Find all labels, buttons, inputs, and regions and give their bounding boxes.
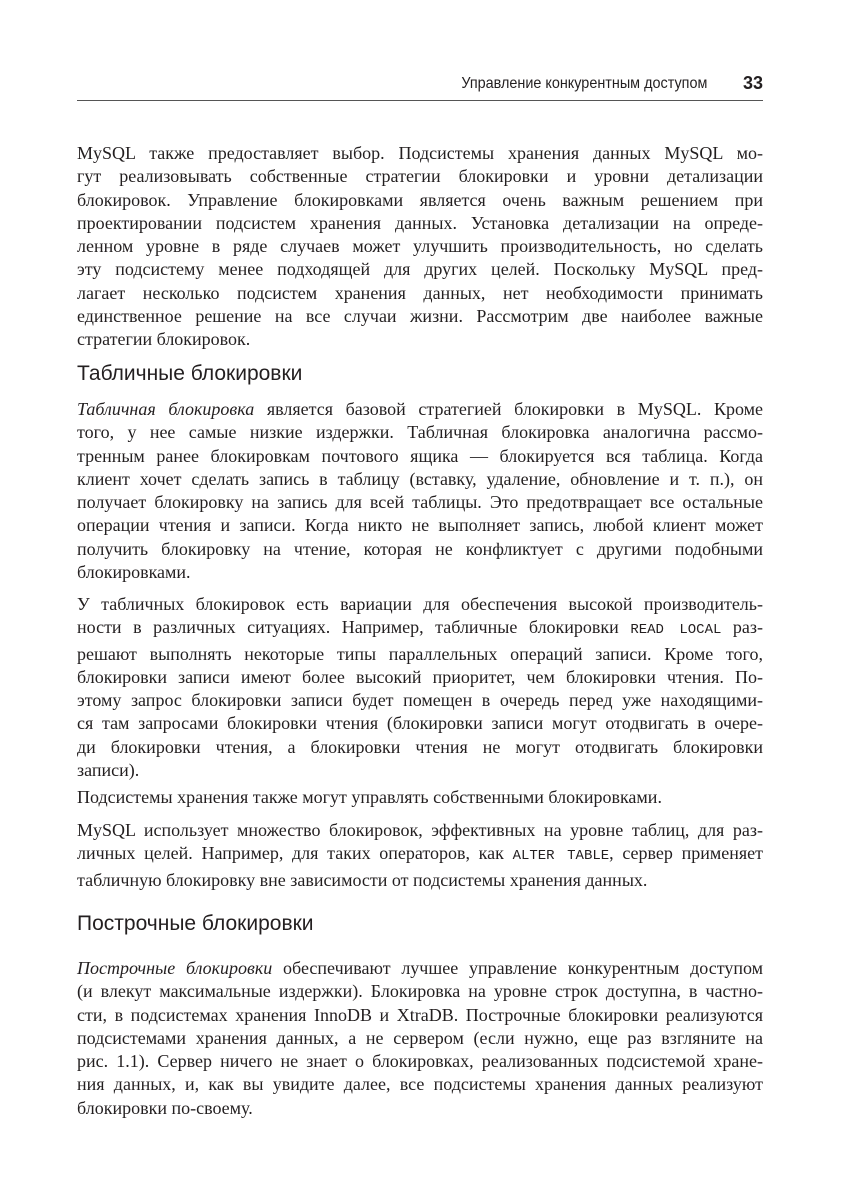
text-line: записи). xyxy=(77,760,140,781)
paragraph xyxy=(77,142,763,352)
text-line: (и влекут максимальные издержки). Блокировка на уровне строк доступна, в частно- xyxy=(77,981,763,1002)
text-segment: , сервер применяет xyxy=(609,843,764,864)
paragraph xyxy=(77,957,763,1120)
text-segment: ности в различных ситуациях. Например, табличные блокировки xyxy=(77,617,631,638)
text-segment: личных целей. Например, для таких операторов, как xyxy=(77,843,513,864)
text-line: подсистемами хранения данных, а не сервером (если нужно, еще раз взгляните на xyxy=(77,1027,763,1048)
text-line: блокировки записи имеют более высокий приоритет, чем блокировки чтения. По- xyxy=(77,666,763,687)
text-line: лагает несколько подсистем хранения данных, нет необходимости принимать xyxy=(77,282,763,303)
paragraph xyxy=(77,786,763,809)
text-line: ся там запросами блокировки чтения (блокировки записи могут отодвигать в очере- xyxy=(77,713,763,734)
text-line xyxy=(77,957,763,980)
text-line xyxy=(77,398,763,421)
text-line: операции чтения и записи. Когда никто не выполняет запись, любой клиент может xyxy=(77,515,763,536)
text-line: MySQL использует множество блокировок, эффективных на уровне таблиц, для раз- xyxy=(77,820,763,840)
paragraph xyxy=(77,819,763,892)
running-header xyxy=(77,72,763,101)
text-segment: обеспечивают лучшее управление конкурентным доступом xyxy=(272,958,764,978)
text-line: того, у нее самые низкие издержки. Табличная блокировка аналогична рассмо- xyxy=(77,422,763,443)
text-segment: является базовой стратегией блокировки в MySQL. Кроме xyxy=(254,399,763,419)
paragraph xyxy=(77,593,763,782)
page-number: 33 xyxy=(742,73,763,93)
section-heading-row-locks: Построчные блокировки xyxy=(77,912,314,935)
text-line: тренным ранее блокировкам почтового ящика — блокируется вся таблица. Когда xyxy=(77,445,763,466)
italic-term: Построчные блокировки xyxy=(77,958,273,978)
text-line: рис. 1.1). Сервер ничего не знает о блокировках, реализованных подсистемой хране- xyxy=(77,1051,763,1072)
text-line: единственное решение на все случаи жизни. Рассмотрим две наиболее важные xyxy=(77,306,763,327)
text-line: У табличных блокировок есть вариации для обеспечения высокой производитель- xyxy=(77,594,763,614)
text-line: MySQL также предоставляет выбор. Подсистемы хранения данных MySQL мо- xyxy=(77,143,763,163)
text-line: гут реализовывать собственные стратегии блокировки и уровни детализации xyxy=(77,166,763,187)
text-segment: раз- xyxy=(721,617,764,638)
code-term: ALTER TABLE xyxy=(512,848,610,865)
text-line: блокировок. Управление блокировками является очень важным решением при xyxy=(77,189,763,210)
text-line: проектировании подсистем хранения данных. Установка детализации на опреде- xyxy=(77,212,763,233)
code-term: READ LOCAL xyxy=(630,622,722,639)
text-line: эту подсистему менее подходящей для других целей. Поскольку MySQL пред- xyxy=(77,259,763,280)
text-line xyxy=(77,616,763,642)
running-header-title: Управление конкурентным доступом xyxy=(460,75,707,92)
text-line: стратегии блокировок. xyxy=(77,329,251,350)
text-line: ди блокировки чтения, а блокировки чтения не могут отодвигать блокировки xyxy=(77,736,763,757)
text-line: получает блокировку на запись для всей таблицы. Это предотвращает все остальные xyxy=(77,492,763,513)
text-line: сти, в подсистемах хранения InnoDB и XtraDB. Построчные блокировки реализуются xyxy=(77,1004,763,1025)
text-line: табличную блокировку вне зависимости от подсистемы хранения данных. xyxy=(77,869,648,890)
text-line: ния данных, и, как вы увидите далее, все подсистемы хранения данных реализуют xyxy=(77,1074,763,1095)
text-line: Подсистемы хранения также могут управлять собственными блокировками. xyxy=(77,787,662,807)
text-line: ленном уровне в ряде случаев может улучшить производительность, но сделать xyxy=(77,236,763,257)
section-heading-table-locks: Табличные блокировки xyxy=(77,362,303,385)
text-line: решают выполнять некоторые типы параллельных операций записи. Кроме того, xyxy=(77,643,763,664)
text-line: клиент хочет сделать запись в таблицу (вставку, удаление, обновление и т. п.), он xyxy=(77,468,763,489)
text-line: этому запрос блокировки записи будет помещен в очередь перед уже находящими- xyxy=(77,690,763,711)
text-line xyxy=(77,842,763,868)
italic-term: Табличная блокировка xyxy=(77,399,255,419)
text-line: получить блокировку на чтение, которая не конфликтует с другими подобными xyxy=(77,538,763,559)
text-line: блокировки по-своему. xyxy=(77,1097,253,1118)
paragraph xyxy=(77,398,763,584)
text-line: блокировками. xyxy=(77,562,191,583)
